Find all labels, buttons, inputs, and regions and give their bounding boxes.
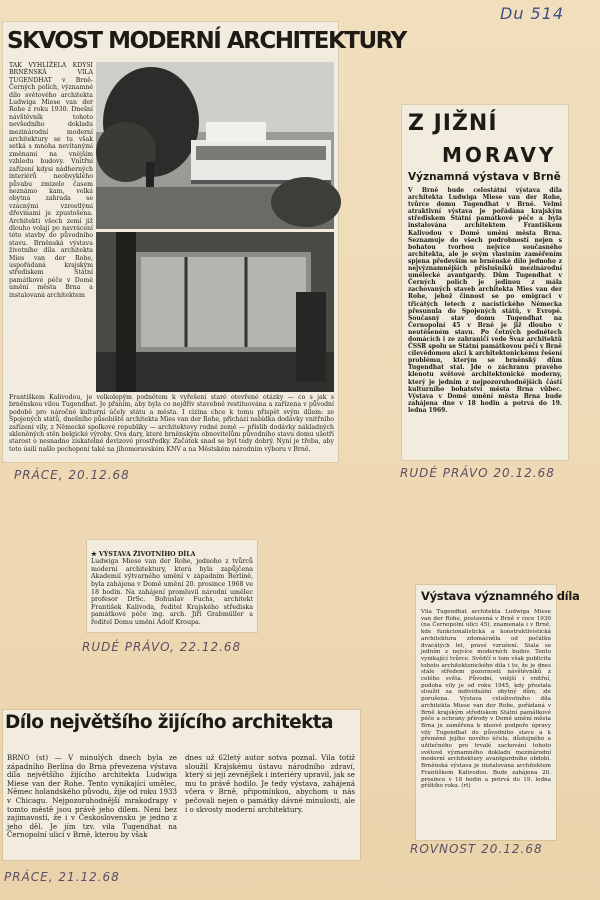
source-annotation-rude-pravo-2: RUDÉ PRÁVO, 22.12.68 [82,640,242,654]
clipping-skvost-moderni-architektury [3,22,406,462]
article-text-bottom: Františkem Kalivodou, je velkolepým podnětem k vyřešení staré otevřené otázky — co s jak s brněnskou vilou Tugendhat. Je přáním, aby byla co nejdřív stavebně restituována a zařízena v původní podobě pro náročné kulturní účely státu a města. I cizina chce k tomu přispět svým dílem: ze Spojených států, dnešního působiště architekta Mies van der Rohe, přichází nabídka dodávky vnitřního zařízení vily, z Německé spolkové republiky — architektovy rodné země — příslib dodávky nákladných skleněných stěn belgické výroby. Ova dary, které brněnským obnovitelům původního stavu domu ušetří starost o nesnadno získatelné devizové prostředky. Začátek snad se byl tedy dobrý. Nyní je třeba, aby toto úsilí našlo pochopení také na jihomoravském KNV a na Městském národním výboru v Brně. [9,394,334,453]
page-number-annotation: Du 514 [500,4,565,23]
source-annotation-rovnost: ROVNOST 20.12.68 [410,842,543,856]
article-column-2: dnes už 62letý autor sotva poznal. Vila totiž sloužil Krajskému ústavu národního zdraví, který si její zevnějšek i interiéry upravil, jak se mu to právě hodilo. Je tedy výstava, zahájená včera v Brně, připomínkou, abychom u nás pečovali nejen o památky dávné minulosti, ale i o skvosty moderní architektury. [185,753,355,814]
clipping-z-jizni-moravy [402,105,568,460]
article-text: V Brně bude celostátní výstava díla architekta Ludwiga Miese van der Rohe, tvůrce domu Tugendhat v Brně. Velmi atraktivní výstava je pořádána krajským střediskem Státní památkové péče a byla instalována architektem Františkem Kalivodou v Domě umění města Brna. Seznamuje do všech podrobností nejen s bohatou tvorbou nejvíce současného architekta, ale je svým vlastním zaměřením spjena především se brněnské dílo jednoho z nejvýznamnějších příslušníků mezinárodní umělecké avantgardy. Dům Tugendhat v Černých polích je jedinou z mála zachovaných staveb architekta Mies van der Rohe, jehož činnost se po emigraci v třicátých letech z nacistického Německa přesunula do Spojených států, v Evropě. Současný stav domu Tugendhat na Černopolní 45 v Brně je již dlouho v neutěšeném stavu. Po četných podnětech domácích i ze zahraničí vede Svaz architektů ČSSR spolu se Státní památkovou péčí v Brně cílevědomou akci k architektonickému řešení problému, kterým se brněnský dům Tugendhat stal. Jde o záchranu pravého klenotu světové architektonické moderny, který je jedním z nejpozoruhodnějších částí kulturního bohatství města Brna vůbec. Výstava v Domě umění města Brna bude zahájena dne v 18 hodin a potrvá do 19. ledna 1969. [408,187,562,414]
clipping-dilo-nejvetsiho-zijiciho-architekta [3,710,360,860]
photo-villa-interior [96,232,334,392]
source-annotation-prace-2: PRÁCE, 21.12.68 [4,870,120,884]
article-text [91,543,253,629]
article-body: Ludwiga Miese van der Rohe, jednoho z tvůrců moderní architektury, která byla zapůjčena Akademií výtvarného umění v západním Berlíně, byla zahájena v Domě umění 20. prosince 1968 ve 18 hodin. Na zahájení promluvil národní umělec profesor DrSc. Bohuslav Fuchs, architekt František Kalivoda, ředitel Krajského střediska památkové péče ing. arch. Jiří Grabmüller a ředitel Domu umění Adolf Kroupa. [91,558,253,626]
headline: SKVOST MODERNÍ ARCHITEKTURY [7,28,406,54]
clipping-vystava-vyznamneho-dila [416,585,580,840]
article-subtitle: Významná výstava v Brně [408,171,561,183]
article-lead: ★ VÝSTAVA ŽIVOTNÍHO DÍLA [91,550,196,558]
headline: Výstava významného díla [421,589,580,603]
photo-villa-exterior [96,62,334,229]
article-text: Vila Tugendhat architekta Ludwiga Miese van der Rohe, postavená v Brně v roce 1930 (na Černopolní ulici 45), znamenala i v Brně, kde funkcionalistická a konstruktivistická architektura zdomácněla od počátku dvacátých let, pravé vzrušení. Stala se jedním z nejvíce moderních budov. Tento vynikající tvůrce. Svědčí o tom však publicita tohoto architektonického díla i to, že je dnes stále středem pozornosti návštěvníků z celého světa. Původní, vnější i vnitřní, podoba vily je od roku 1945, kdy přestala sloužit za individuální obytný dům, zle porušena. Výstava celoživotního díla architekta Miese van der Rohe, pořádaná v Brně krajským střediskem Státní památkové péče a ochrany přírody v Domě umění města Brna je zaměřena k ideové podpoře úpravy vily Tugendhat do původního stavu a k přeměně jejího nového účelu, důstojného a užitečného pro trvalé zachování tohoto světově významného dokladu mezinárodní moderní architektury avantgardního období. Brněnská výstava je instalována architektem Františkem Kalivodou. Bude zahájena 20. prosince v 18 hodin a potrvá do 19. ledna příštího roku. (rt) [421,609,551,790]
headline: Dílo největšího žijícího architekta [5,712,333,733]
column-title-line2: MORAVY [442,143,557,167]
article-text-left: TAK VYHLÍŽELA KDYSI BRNĚNSKÁ VILA TUGENDHAT v Brně-Černých polích, významné dílo světového architekta Ludwiga Miese van der Rohe z roku 1930. Dnešní návštěvník tohoto nevšedního dokladu mezinárodní moderní architektury se tu však setká s mnoha nevítanými změnami na vnějším vzhledu budovy. Vnitřní zařízení kdysi nádherných interiérů neobvyklého půvabu zmizelo časem neznámo kam, velká obytná zahrada se vzácnými vzrostlými dřevinami je zpustošena. Architekti všech zemí již dlouho volají po navrácení této stavby do původního stavu. Brněnská výstava životního díla architekta Mies van der Rohe, uspořádaná krajským střediskem Státní památkové péče v Domě umění města Brna a instalovaná architektem [9,62,93,299]
source-annotation-rude-pravo-1: RUDÉ PRÁVO 20.12.68 [400,466,555,480]
article-column-1: BRNO (st) — V minulých dnech byla ze západního Berlína do Brna převezena výstava díla největšího žijícího architekta Ludwiga Miese van der Rohe. Tento vynikající umělec, Němec holandského původu, žije od roku 1933 v Chicagu. Nejpozoruhodnější mrakodrapy v tomto městě jsou právě jeho dílem. Není bez zajímavosti, že i v Československu je jedno z jeho děl. Je jím tzv. vila Tugendhat na Černopolní ulici v Brně, kterou by však [7,753,177,840]
source-annotation-prace-1: PRÁCE, 20.12.68 [14,468,130,482]
clipping-vystava-zivotniho-dila [87,540,257,632]
column-title-line1: Z JIŽNÍ [408,111,498,136]
